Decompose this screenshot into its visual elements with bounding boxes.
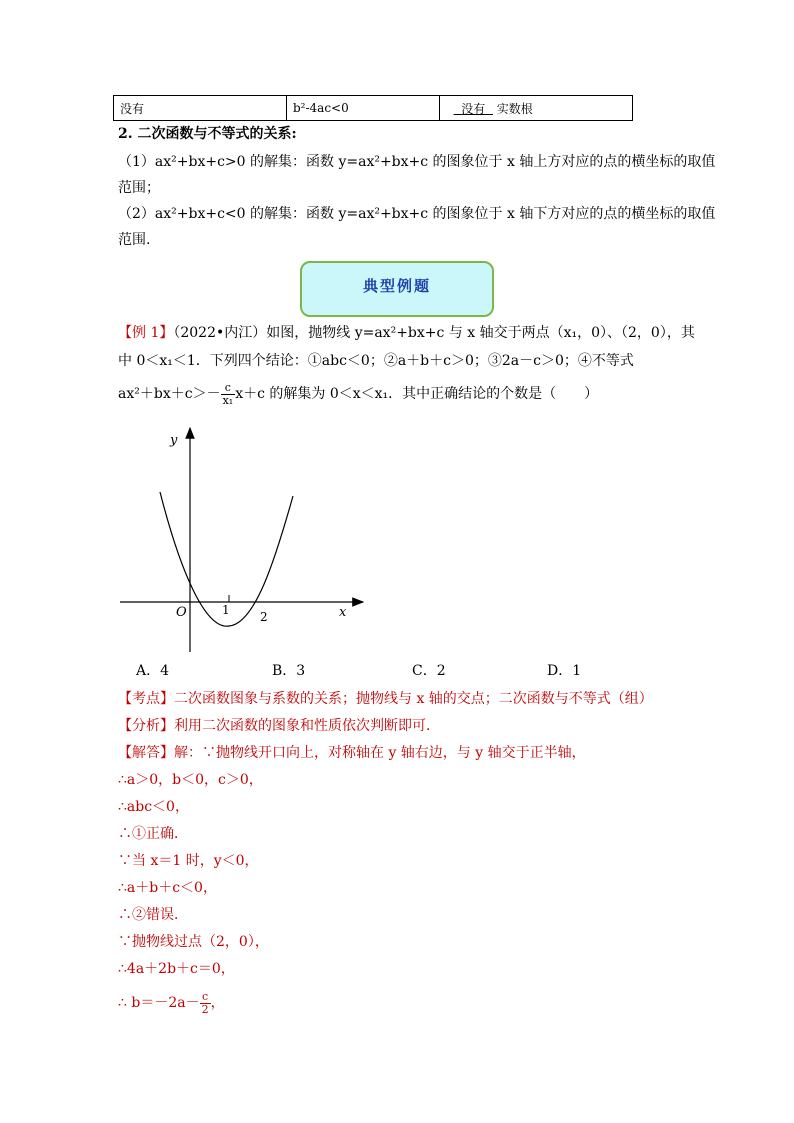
banner-title: 典型例题 bbox=[362, 277, 431, 295]
discriminant-table bbox=[113, 95, 633, 121]
table-row bbox=[114, 96, 633, 121]
jieda-line: 【解答】解：∵抛物线开口向上，对称轴在 y 轴右边，与 y 轴交于正半轴， bbox=[118, 745, 586, 761]
example-line-2: 中 0＜x₁＜1．下列四个结论：①abc＜0；②a＋b＋c＞0；③2a－c＞0；④不等式 bbox=[118, 353, 634, 369]
section-title: 2. 二次函数与不等式的关系: bbox=[118, 126, 297, 142]
solution-step-2: ∴abc＜0， bbox=[118, 799, 189, 815]
parabola-graph bbox=[115, 420, 375, 660]
section-line-2b: 范围. bbox=[118, 232, 151, 248]
solution-step-3: ∴①正确． bbox=[118, 826, 188, 842]
kaodian-line: 【考点】二次函数图象与系数的关系；抛物线与 x 轴的交点；二次函数与不等式（组） bbox=[118, 691, 653, 707]
fraction-c-over-2: $\frac{c}{2}$ bbox=[201, 989, 209, 1016]
x-axis-label: x bbox=[339, 605, 347, 620]
example-line-1 bbox=[118, 323, 695, 343]
solution-step-4: ∵当 x＝1 时，y＜0， bbox=[118, 853, 259, 869]
inequality-left: ax²＋bx＋c＞－ bbox=[118, 386, 221, 402]
table-cell-discriminant: b²-4ac<0 bbox=[287, 96, 440, 121]
typical-example-banner bbox=[300, 261, 494, 317]
section-line-2: （2）ax²+bx+c<0 的解集：函数 y=ax²+bx+c 的图象位于 x 轴下方对应的点的横坐标的取值 bbox=[118, 206, 716, 222]
option-a[interactable]: A．4 bbox=[136, 663, 170, 679]
option-c[interactable]: C．2 bbox=[412, 663, 446, 679]
solution-step-7: ∵抛物线过点（2，0）， bbox=[118, 934, 269, 950]
fraction-c-over-x1: $\frac{c}{\text{x₁}}$ bbox=[222, 380, 234, 407]
table-cell-answer bbox=[440, 96, 633, 121]
example-line-3 bbox=[118, 381, 598, 407]
option-d[interactable]: D．1 bbox=[547, 663, 582, 679]
solution-step-8: ∴4a＋2b＋c＝0， bbox=[118, 961, 235, 977]
example-tag: 【例 1】 bbox=[118, 325, 174, 341]
table-cell-roots: 没有 bbox=[114, 96, 287, 121]
inequality-right: x＋c 的解集为 0＜x＜x₁．其中正确结论的个数是（ ） bbox=[235, 386, 599, 402]
answer-blank: 没有 bbox=[461, 101, 486, 116]
section-line-1b: 范围； bbox=[118, 180, 160, 196]
solution-step-1: ∴a＞0，b＜0，c＞0， bbox=[118, 772, 263, 788]
section-line-1: （1）ax²+bx+c>0 的解集：函数 y=ax²+bx+c 的图象位于 x 轴上方对应的点的横坐标的取值 bbox=[118, 154, 716, 170]
tick-label-1: 1 bbox=[222, 603, 230, 617]
example-text-1: （2022•内江）如图，抛物线 y=ax²+bx+c 与 x 轴交于两点（x₁，0）、（2，0），其 bbox=[173, 325, 695, 341]
origin-label: O bbox=[176, 605, 187, 620]
tick-label-2: 2 bbox=[260, 610, 268, 624]
fenxi-line: 【分析】利用二次函数的图象和性质依次判断即可． bbox=[118, 718, 440, 734]
solution-step-6: ∴②错误． bbox=[118, 907, 188, 923]
option-b[interactable]: B．3 bbox=[272, 663, 306, 679]
answer-suffix: 实数根 bbox=[496, 101, 533, 116]
solution-step-5: ∴a＋b＋c＜0， bbox=[118, 880, 217, 896]
y-axis-label: y bbox=[170, 433, 178, 448]
solution-step-9: ∴ b＝－2a－ $\frac{c}{2}$ ， bbox=[118, 989, 225, 1016]
